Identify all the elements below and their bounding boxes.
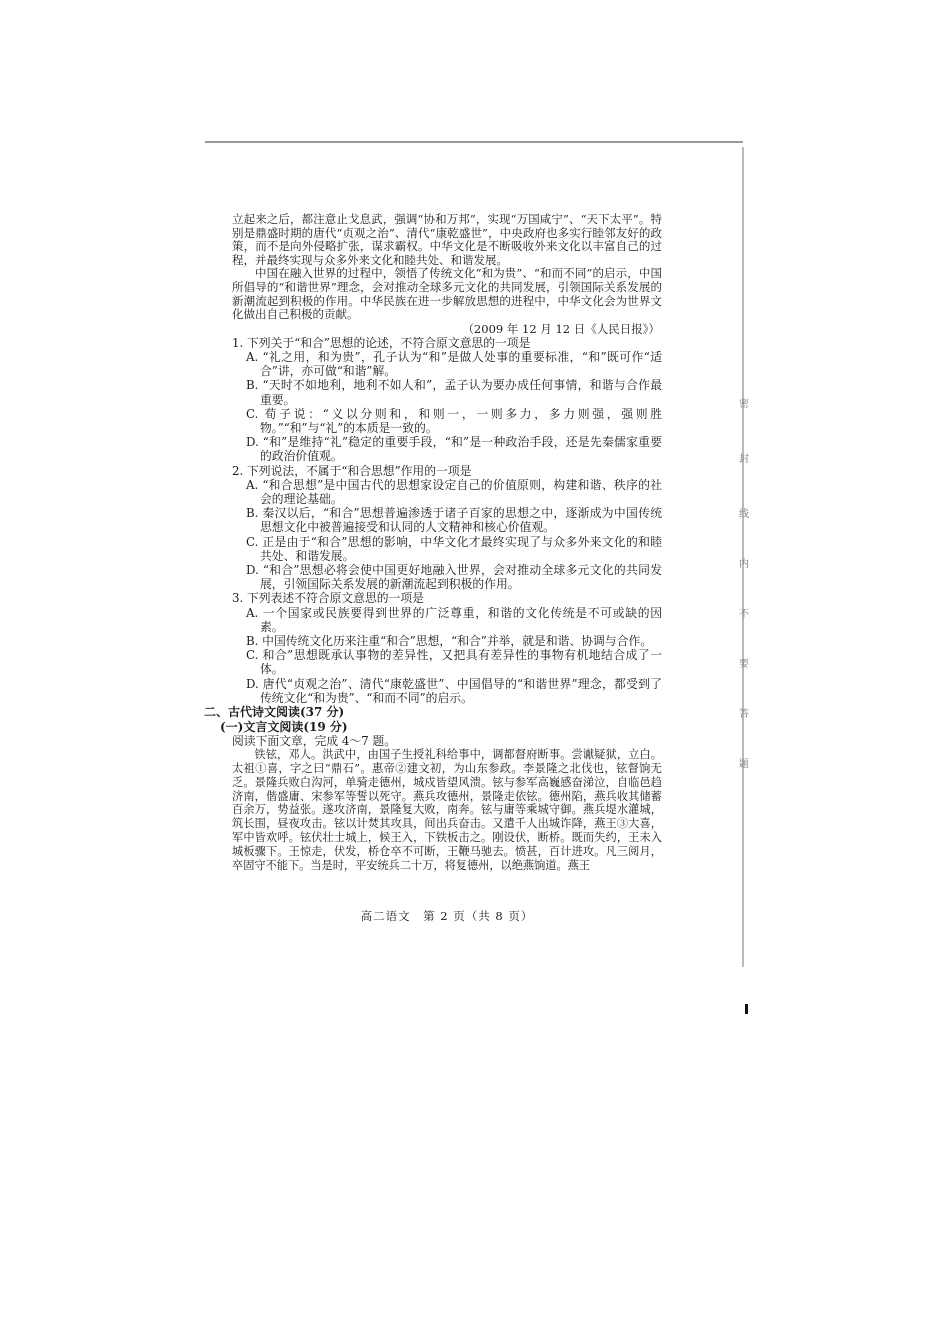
answer-option: C. 正是由于“和合”思想的影响，中华文化才最终实现了与众多外来文化的和睦共处、和谐发展。 (246, 534, 662, 563)
answer-option: A. 一个国家或民族要得到世界的广泛尊重，和谐的文化传统是不可或缺的因素。 (246, 605, 662, 634)
question-3 (232, 591, 662, 705)
seal-char: 答 (739, 709, 749, 720)
seal-char: 封 (739, 454, 749, 465)
page-footer: 高二语文 第 2 页（共 8 页） (360, 909, 534, 923)
answer-option: D. “和”是维持“礼”稳定的重要手段，“和”是一种政治手段，还是先秦儒家重要的政治价值观。 (246, 435, 662, 464)
reading-instruction: 阅读下面文章，完成 4～7 题。 (232, 734, 397, 749)
question-2 (232, 464, 662, 592)
answer-option: A. “和合思想”是中国古代的思想家设定自己的价值原则，构建和谐、秩序的社会的理论基础。 (246, 477, 662, 506)
answer-option: C. 和合”思想既承认事物的差异性，又把具有差异性的事物有机地结合成了一体。 (246, 648, 662, 677)
seal-line-notice (737, 395, 753, 775)
passage-paragraph: 中国在融入世界的过程中，领悟了传统文化“和为贵”、“和而不同”的启示，中国所倡导的“和谐世界”理念，会对推动全球多元文化的共同发展，引领国际关系发展的新潮流起到积极的作用。中华民族在进一步解放思想的进程中，中华文化会为世界文化做出自己积极的贡献。 (232, 266, 662, 322)
passage-source: （2009 年 12 月 12 日《人民日报》） (462, 321, 660, 336)
question-stem: 2. 下列说法，不属于“和合思想”作用的一项是 (232, 463, 472, 478)
seal-char: 不 (739, 609, 749, 620)
page-top-rule (205, 141, 743, 143)
question-1 (232, 336, 662, 464)
answer-option: D. “和合”思想必将会使中国更好地融入世界，会对推动全球多元文化的共同发展，引领国际关系发展的新潮流起到积极的作用。 (246, 563, 662, 592)
exam-page-body (204, 212, 662, 872)
seal-char: 线 (739, 509, 749, 520)
seal-char: 密 (739, 399, 749, 410)
answer-option: C. 荀子说：“义以分则和，和则一，一则多力，多力则强，强则胜物。”“和”与“礼”的本质是一致的。 (246, 406, 662, 435)
answer-option: B. 中国传统文化历来注重“和合”思想，“和合”并举，就是和谐、协调与合作。 (246, 634, 652, 649)
passage-paragraph: 立起来之后，都注意止戈息武，强调“协和万邦”，实现“万国咸宁”、“天下太平”。特别是鼎盛时期的唐代“贞观之治”、清代“康乾盛世”，中央政府也多实行睦邻友好的政策，而不是向外侵略扩张，谋求霸权。中华文化是不断吸收外来文化以丰富自己的过程，并最终实现与众多外来文化和睦共处、和谐发展。 (232, 212, 662, 267)
seal-char: 题 (739, 759, 749, 770)
seal-char: 内 (739, 559, 749, 570)
section-title: 二、古代诗文阅读(37 分) (204, 705, 345, 720)
question-stem: 1. 下列关于“和合”思想的论述，不符合原文意思的一项是 (232, 335, 531, 350)
answer-option: D. 唐代“贞观之治”、清代“康乾盛世”、中国倡导的“和谐世界”理念，都受到了传统文化“和为贵”、“和而不同”的启示。 (246, 676, 662, 705)
answer-option: A. “礼之用，和为贵”，孔子认为“和”是做人处事的重要标准，“和”既可作“适合”讲，亦可做“和谐”解。 (246, 349, 662, 379)
question-stem: 3. 下列表述不符合原文意思的一项是 (232, 591, 424, 606)
seal-char: 要 (739, 659, 749, 670)
subsection-title: (一)文言文阅读(19 分) (220, 719, 348, 734)
classical-chinese-passage: 铁铉，邓人。洪武中，由国子生授礼科给事中，调都督府断事。尝谳疑狱，立白。太祖①喜，字之曰“鼎石”。惠帝②建文初，为山东参政。李景隆之北伐也，铉督饷无乏。景隆兵败白沟河，单骑走德州，城戍皆望风溃。铉与参军高巍感奋涕泣，自临邑趋济南，偕盛庸、宋参军等誓以死守。燕兵攻德州，景隆走依铉。德州陷，燕兵收其储蓄百余万，势益张。遂攻济南，景隆复大败，南奔。铉与庸等乘城守御。燕兵堤水灌城，筑长围，昼夜攻击。铉以计焚其攻具，间出兵奋击。又遣千人出城诈降，燕王③大喜，军中皆欢呼。铉伏壮士城上，候王入，下铁板击之。刚设伏，断桥。既而失约，王未入城板骤下。王惊走，伏发，桥仓卒不可断，王鞭马驰去。愤甚，百计进攻。凡三阅月，卒固守不能下。当是时，平安统兵二十万，将复德州，以绝燕饷道。燕王 (232, 748, 662, 872)
answer-option: B. 秦汉以后，“和合”思想普遍渗透于诸子百家的思想之中，逐渐成为中国传统思想文化中被普遍接受和认同的人文精神和核心价值观。 (246, 506, 662, 535)
binding-mark (745, 1004, 748, 1014)
answer-option: B. “天时不如地利，地利不如人和”，孟子认为要办成任何事情，和谐与合作最重要。 (246, 378, 662, 407)
